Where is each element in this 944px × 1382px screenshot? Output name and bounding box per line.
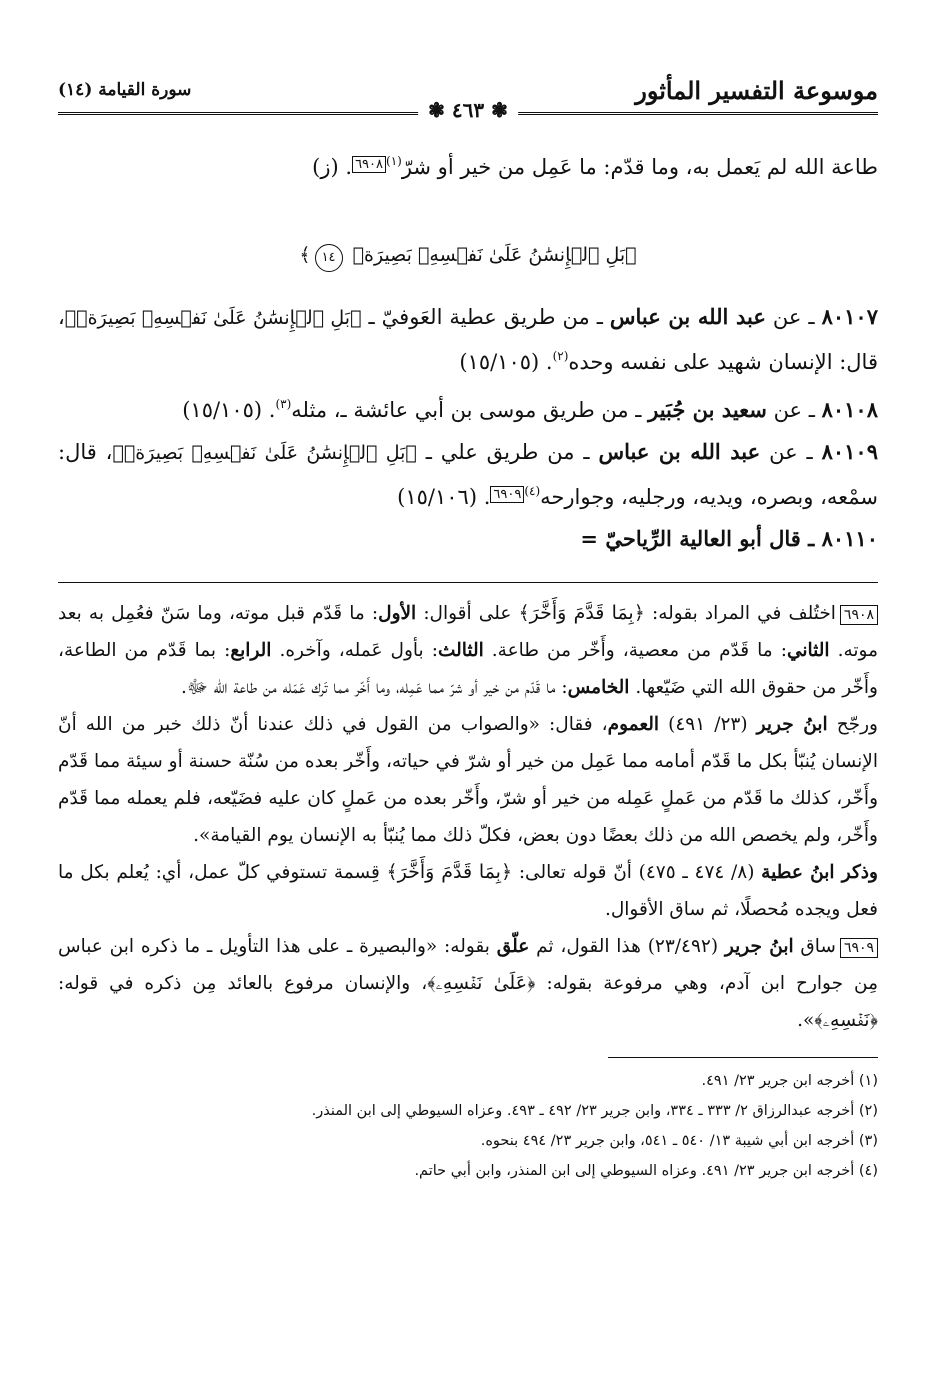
entry-number: ٨٠١١٠ <box>821 526 878 551</box>
verse-close: ﴾ <box>299 244 311 266</box>
ornament-left-icon: ❃ <box>428 98 452 122</box>
note-6909 <box>58 928 878 1039</box>
entry-pre: ـ عن <box>766 398 822 422</box>
narrator-name: أبو العالية الرِّياحيّ <box>605 526 762 551</box>
footnote-marker: (٢) <box>552 349 569 363</box>
opening-paragraph <box>58 142 878 186</box>
opening-tail: . (ز) <box>312 155 353 179</box>
note-number-box: ٦٩٠٩ <box>840 938 878 958</box>
opening-text: طاعة الله لم يَعمل به، وما قدّم: ما عَمِل من خير أو شرّ <box>401 155 878 179</box>
note-text: ورجّح <box>827 714 878 735</box>
ornament-right-icon: ❃ <box>484 98 508 122</box>
entry-pre: ـ عن <box>765 305 822 329</box>
entry-number: ٨٠١٠٧ <box>821 304 878 329</box>
note-bold: الرابع <box>230 640 272 661</box>
footnote-1: (١) أخرجه ابن جرير ٢٣/ ٤٩١. <box>701 1073 878 1089</box>
note-bold: ابنُ جرير <box>756 714 828 735</box>
cross-ref-box: ٦٩٠٩ <box>490 486 524 503</box>
entry-chain: ـ من طريق علي ـ <box>416 440 599 464</box>
note-text: : بما قَدّم من الطاعة، وأَخّر من حقوق الله التي ضَيّعها. <box>58 640 878 698</box>
entry-text: ، قال: الإنسان شهيد على نفسه وحده <box>58 305 878 374</box>
entry-text: ، قال: سمْعه، وبصره، ويديه، ورجليه، وجوارحه <box>58 440 878 509</box>
note-text: ». <box>797 1010 815 1031</box>
narrator-name: عبد الله بن عباس <box>609 304 766 329</box>
note-bold: الثاني <box>786 640 830 661</box>
page-number <box>418 98 518 122</box>
quran-quote: ﴿بَلِ ٱلۡإِنسَٰنُ عَلَىٰ نَفۡسِهِۦ بَصِيرَةٞ﴾ <box>112 442 417 464</box>
entry-number: ٨٠١٠٩ <box>821 439 878 464</box>
note-text: بقوله: «والبصيرة ـ على هذا التأويل ـ ما ذكره ابن عباس مِن جوارح ابن آدم، وهي مرفوعة بقوله: <box>58 936 878 994</box>
quran-quote: ﴿بَلِ ٱلۡإِنسَٰنُ عَلَىٰ نَفۡسِهِۦ بَصِيرَةٞ﴾ <box>64 307 362 329</box>
cross-ref-box: ٦٩٠٨ <box>352 156 386 173</box>
quran-quote: ﴿بِمَا قَدَّمَ وَأَخَّرَ﴾ <box>518 602 645 624</box>
note-text: (٨/ ٤٧٤ ـ ٤٧٥) أنّ قوله تعالى: <box>512 862 762 883</box>
entry-source: . (١٥/١٠٥) <box>459 350 553 374</box>
note-text: : بأول عَمله، وآخره. <box>271 640 438 661</box>
page-header <box>58 70 878 122</box>
entry-chain: = <box>580 526 606 551</box>
note-text: (٢٣/ ٤٩١) <box>659 714 757 735</box>
footnotes <box>58 1066 878 1186</box>
entry-source: . (١٥/١٠٥) <box>182 398 276 422</box>
note-text: ساق <box>793 936 836 957</box>
entry-80107 <box>58 298 878 381</box>
note-bold: العموم <box>607 714 660 735</box>
note-text: : ما قَدّم من معصية، وأَخّر من طاعة. <box>483 640 787 661</box>
entry-pre: ـ عن <box>760 440 822 464</box>
notes-separator <box>58 582 878 583</box>
entry-chain: ـ من طريق عطية العَوفيّ ـ <box>361 305 610 329</box>
entry-80110 <box>58 520 878 558</box>
entry-chain: ـ من طريق موسى بن أبي عائشة ـ، مثله <box>291 398 649 422</box>
book-title: موسوعة التفسير المأثور <box>635 76 878 105</box>
surah-label: سورة القيامة (١٤) <box>58 80 192 100</box>
note-ibn-jarir-tarjih <box>58 706 878 854</box>
quran-quote: ﴿بِمَا قَدَّمَ وَأَخَّرَ﴾ <box>386 861 513 883</box>
footnote-3: (٣) أخرجه ابن أبي شيبة ١٣/ ٥٤٠ ـ ٥٤١، وابن جرير ٢٣/ ٤٩٤ بنحوه. <box>480 1133 878 1149</box>
note-text: على أقوال: <box>416 603 519 624</box>
entry-80109 <box>58 433 878 516</box>
footnote-marker: (٣) <box>275 397 292 411</box>
note-text: : ما قَدّم من خير أو شرّ مما عَمِله، وما أَخّر مما تَرك عَمَله من طاعة الله ﷻ. <box>180 677 568 698</box>
footnotes-separator <box>608 1057 878 1058</box>
quran-quote: ﴿نَفۡسِهِۦ﴾ <box>814 1009 878 1031</box>
note-bold: الخامس <box>567 677 630 698</box>
note-ibn-atiyya <box>58 854 878 928</box>
narrator-name: عبد الله بن عباس <box>598 439 761 464</box>
entry-pre: ـ قال <box>761 526 822 551</box>
note-bold: علّق <box>496 936 530 957</box>
quran-quote: ﴿عَلَىٰ نَفۡسِهِۦ﴾ <box>427 972 536 994</box>
note-bold: الثالث <box>437 640 484 661</box>
entry-80108 <box>58 385 878 429</box>
note-text: ، والإنسان مرفوع بالعائد مِن ذكره في قوله: <box>58 973 428 994</box>
commentary-notes <box>58 595 878 1039</box>
note-bold: ابنُ جرير <box>724 936 794 957</box>
entry-number: ٨٠١٠٨ <box>821 397 878 422</box>
verse-banner <box>58 244 878 272</box>
verse-text: ﴿بَلِ ٱلۡإِنسَٰنُ عَلَىٰ نَفۡسِهِۦ بَصِيرَةٞ <box>352 244 637 266</box>
note-number-box: ٦٩٠٨ <box>840 605 878 625</box>
entry-source: . (١٥/١٠٦) <box>397 485 491 509</box>
narrator-name: سعيد بن جُبَير <box>648 397 767 422</box>
note-bold: وذكر <box>834 862 878 883</box>
footnote-marker: (٤) <box>524 484 541 498</box>
note-bold: الأول <box>378 603 417 624</box>
note-bold: ابنُ عطية <box>761 862 835 883</box>
note-text: قِسمة تستوفي كلّ عمل، أي: يُعلم بكل ما فعل ويجده مُحصلًا، ثم ساق الأقوال. <box>58 862 878 920</box>
note-text: (٢٣/٤٩٢) هذا القول، ثم <box>529 936 725 957</box>
footnote-4: (٤) أخرجه ابن جرير ٢٣/ ٤٩١. وعزاه السيوطي إلى ابن المنذر، وابن أبي حاتم. <box>414 1163 878 1179</box>
note-text: اختُلف في المراد بقوله: <box>644 603 836 624</box>
page-number-value: ٤٦٣ <box>451 98 485 122</box>
footnote-marker: (١) <box>386 154 402 168</box>
page <box>58 70 878 1186</box>
note-6908 <box>58 595 878 706</box>
footnote-2: (٢) أخرجه عبدالرزاق ٢/ ٣٣٣ ـ ٣٣٤، وابن جرير ٢٣/ ٤٩٢ ـ ٤٩٣. وعزاه السيوطي إلى ابن المنذر. <box>311 1103 878 1119</box>
verse-number: ١٤ <box>315 244 343 272</box>
note-text: ، فقال: «والصواب من القول في ذلك عندنا أنّ ذلك خبر من الله أنّ الإنسان يُنبّأ بكل ما قَدّم أمامه مما عَمِل من خير أو شرّ في حياته، وأَخّر بعده من سُنّة حسنة أو سيئة مما قَدّم وأَخّر، كذلك ما قَدّم من عَملٍ عَمِله من خير أو شرّ، وأَخّر بعده من عَملٍ كان عليه فضَيّعه، فلم يعمله مما قَدّم وأَخّر، ولم يخصص الله من ذلك بعضًا دون بعض، فكلّ ذلك مما يُنبّأ به الإنسان يوم القيامة». <box>58 714 878 846</box>
note-text: : ما قَدّم قبل موته، وما سَنّ فعُمِل به بعد موته. <box>58 603 878 661</box>
